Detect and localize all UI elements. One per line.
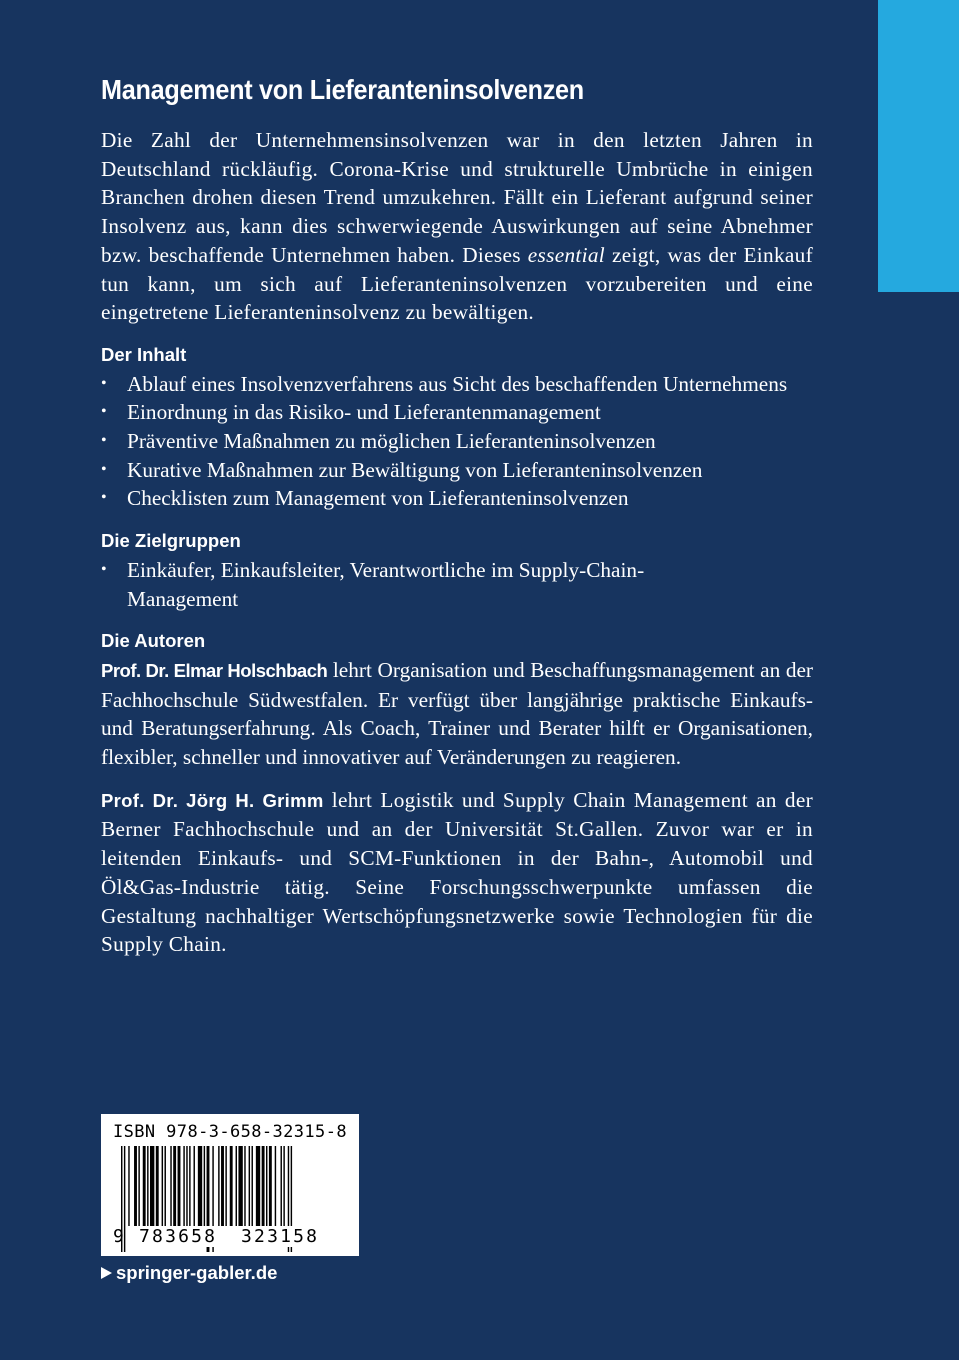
barcode-bar	[225, 1146, 226, 1226]
list-item: • Ablauf eines Insolvenzverfahrens aus Sicht des beschaffenden Unternehmens	[101, 370, 813, 399]
barcode-bar	[178, 1146, 181, 1226]
barcode-bar	[143, 1146, 146, 1226]
intro-text-part2: zeigt, was der Einkauf tun kann, um sich auf Lieferanteninsolvenzen vorzubereiten und eine eingetretene Lieferanteninsolvenz zu bewältigen.	[101, 242, 814, 325]
barcode-bar	[134, 1146, 137, 1226]
inhalt-heading: Der Inhalt	[101, 343, 187, 365]
autoren-heading: Die Autoren	[101, 630, 206, 652]
barcode-bar	[269, 1146, 272, 1226]
publisher-link[interactable]	[101, 1262, 277, 1284]
author1-text: lehrt Organisation und Beschaffungsmanagement an der Fachhochschule Südwestfalen. Er verfügt über langjährige praktische Einkaufs- und Beratungserfahrung. Als Coach, Trainer und Berater hilft er Organisationen, flexibler, schneller und innovativer auf Veränderungen zu reagieren.	[101, 657, 814, 770]
publisher-url: springer-gabler.de	[116, 1262, 278, 1283]
barcode-bar	[236, 1146, 237, 1226]
intro-emphasis: essential	[527, 242, 605, 267]
barcode-bar	[150, 1146, 154, 1226]
barcode-bar	[252, 1146, 253, 1226]
barcode-bar	[173, 1146, 176, 1226]
list-item: • Präventive Maßnahmen zu möglichen Lieferanteninsolvenzen	[101, 427, 813, 456]
barcode-bar	[238, 1146, 242, 1226]
book-title: Management von Lieferanteninsolvenzen	[101, 74, 584, 105]
isbn-barcode	[101, 1114, 359, 1256]
barcode-bar	[249, 1146, 250, 1226]
barcode-digit-lead: 9	[113, 1226, 124, 1247]
intro-paragraph	[101, 126, 813, 327]
list-item	[101, 556, 813, 613]
inhalt-list	[101, 370, 813, 514]
barcode-bar	[189, 1146, 190, 1226]
barcode-bar	[221, 1146, 224, 1226]
author2-name: Prof. Dr. Jörg H. Grimm	[101, 789, 324, 811]
author2-text: lehrt Logistik und Supply Chain Management an der Berner Fachhochschule und an der Universität St.Gallen. Zuvor war er in leitenden Einkaufs- und SCM-Funktionen in der Bahn-, Automobil und Öl&Gas-Industrie tätig. Seine Forschungsschwerpunkte umfassen die Gestaltung nachhaltiger Wertschöpfungsnetzwerke sowie Technologien für die Supply Chain.	[101, 787, 813, 957]
play-arrow-icon	[101, 1267, 112, 1279]
zielgruppen-heading: Die Zielgruppen	[101, 530, 241, 552]
author1-name: Prof. Dr. Elmar Holschbach	[101, 659, 328, 681]
list-item-text: Einkäufer, Einkaufsleiter, Verantwortliche im Supply-Chain-Management	[127, 557, 645, 611]
isbn-label: ISBN 978-3-658-32315-8	[113, 1122, 347, 1142]
barcode-bar	[281, 1146, 282, 1226]
list-item: • Einordnung in das Risiko- und Lieferantenmanagement	[101, 398, 813, 427]
barcode-bar	[170, 1146, 171, 1226]
barcode-bar	[186, 1146, 187, 1226]
barcode-bar	[262, 1146, 265, 1226]
barcode-bar	[124, 1146, 125, 1252]
barcode-bar	[128, 1146, 129, 1226]
barcode-bar	[165, 1146, 166, 1226]
barcode-bar	[256, 1146, 260, 1226]
barcode-bar	[198, 1146, 202, 1226]
barcode-bar	[194, 1146, 195, 1226]
barcode-bar	[156, 1146, 159, 1226]
cyan-accent-tab	[878, 0, 959, 292]
barcode-digits-right: 323158	[241, 1226, 320, 1247]
back-cover-content	[101, 70, 813, 959]
barcode-bar	[266, 1146, 267, 1226]
list-item: • Kurative Maßnahmen zur Bewältigung von Lieferanteninsolvenzen	[101, 456, 813, 485]
barcode-bar	[283, 1146, 284, 1226]
barcode-bar	[244, 1146, 245, 1226]
barcode-bar	[230, 1146, 233, 1226]
barcode-bar	[138, 1146, 139, 1226]
barcode-digits-left: 783658	[139, 1226, 218, 1247]
author1-bio	[101, 656, 813, 772]
barcode-bar	[204, 1146, 205, 1226]
barcode-bar	[218, 1146, 219, 1226]
barcode-bar	[162, 1146, 163, 1226]
barcode-bar	[183, 1146, 184, 1226]
barcode-bar	[275, 1146, 276, 1226]
list-item: • Checklisten zum Management von Lieferanteninsolvenzen	[101, 484, 813, 513]
barcode-bar	[147, 1146, 148, 1226]
author2-bio	[101, 786, 813, 959]
zielgruppen-list	[101, 556, 813, 613]
intro-text-part1: Die Zahl der Unternehmensinsolvenzen war in den letzten Jahren in Deutschland rückläufig. Corona-Krise und strukturelle Umbrüche in einigen Branchen drohen diesen Trend umzukehren. Fällt ein Lieferant aufgrund seiner Insolvenz aus, kann dies schwerwiegende Auswirkungen auf seine Abnehmer bzw. beschaffende Unternehmen haben. Dieses	[101, 128, 813, 267]
